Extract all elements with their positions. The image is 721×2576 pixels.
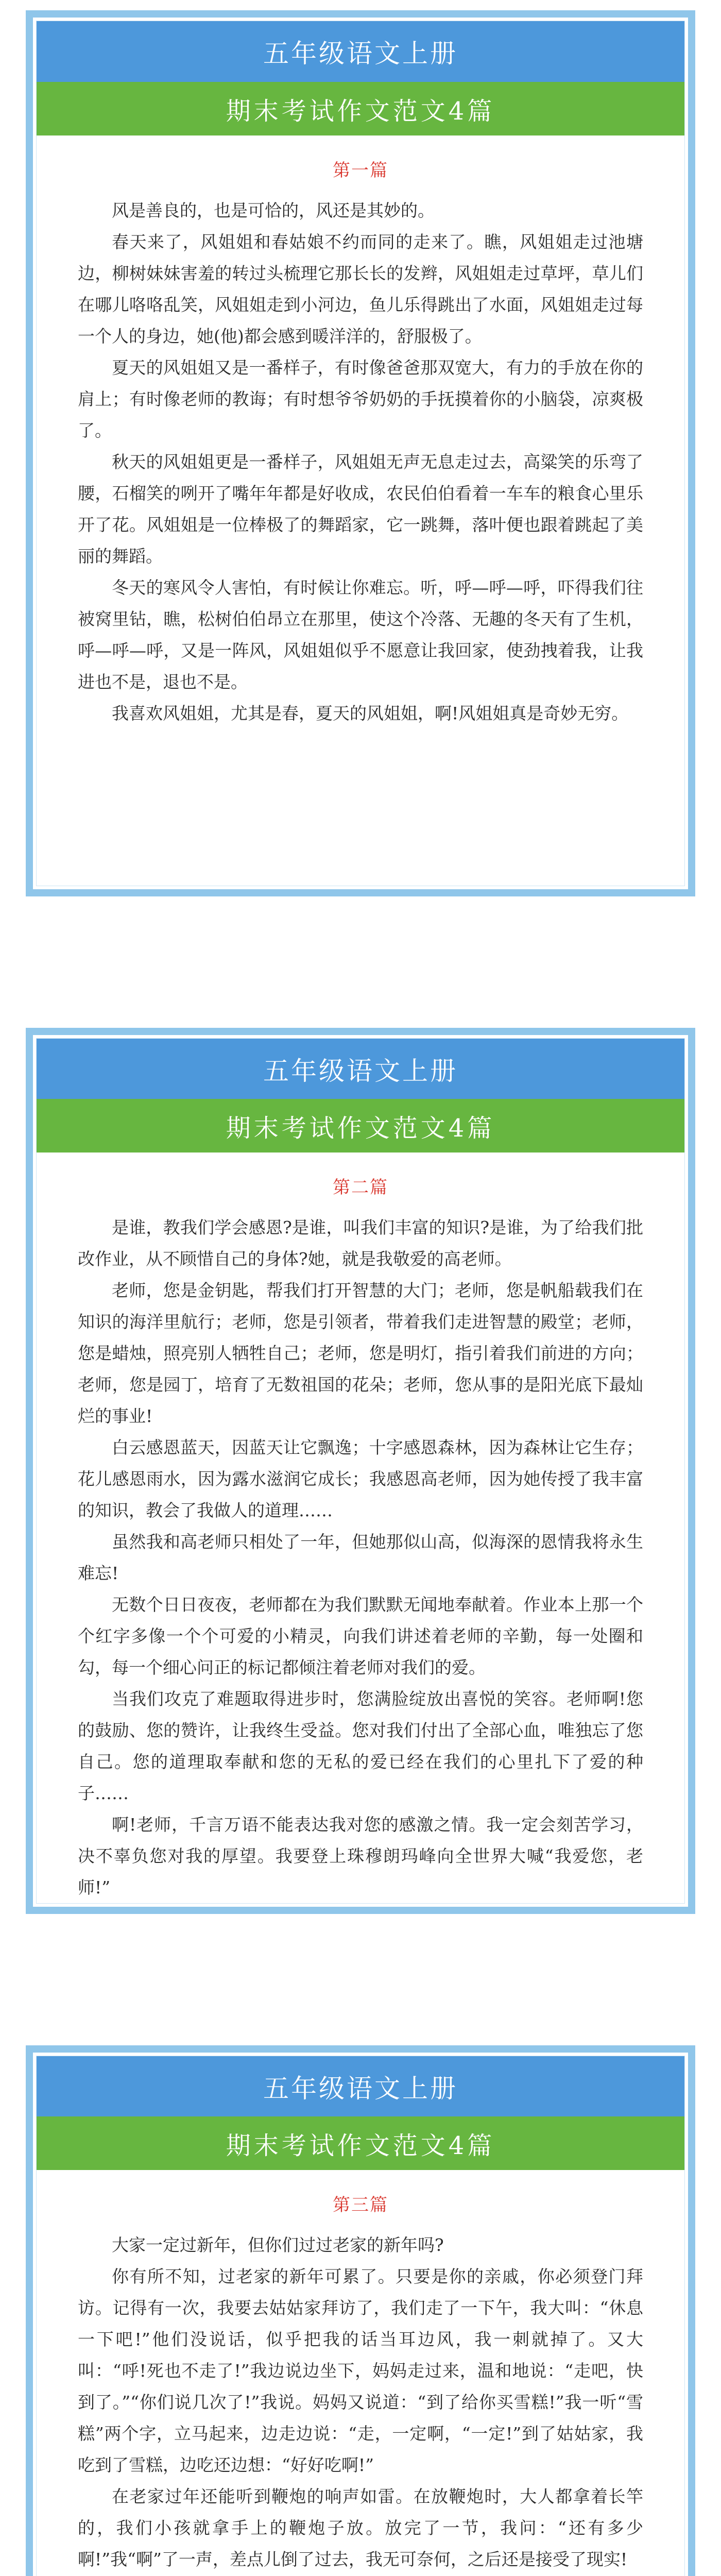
paragraph: 在老家过年还能听到鞭炮的响声如雷。在放鞭炮时，大人都拿着长竿的，我们小孩就拿手上的鞭炮子放。放完了一节，我问：“还有多少啊!”我“啊”了一声，差点儿倒了过去，我无可奈何，之后还是接受了现实! bbox=[78, 2486, 643, 2569]
essay-body bbox=[37, 195, 684, 886]
page-subtitle: 期末考试作文范文4篇 bbox=[37, 82, 684, 135]
chapter-heading: 第三篇 bbox=[333, 2195, 388, 2215]
chapter-heading: 第一篇 bbox=[333, 160, 388, 181]
page-subtitle: 期末考试作文范文4篇 bbox=[37, 2116, 684, 2170]
paragraph: 春天来了，风姐姐和春姑娘不约而同的走来了。瞧，风姐姐走过池塘边，柳树妹妹害羞的转过头梳理它那长长的发辫，风姐姐走过草坪，草儿们在哪儿咯咯乱笑，风姐姐走到小河边，鱼儿乐得跳出了水面，风姐姐走过每一个人的身边，她(他)都会感到暖洋洋的，舒服极了。 bbox=[78, 232, 643, 346]
page-frame bbox=[36, 2056, 685, 2576]
paragraph: 秋天的风姐姐更是一番样子，风姐姐无声无息走过去，高粱笑的乐弯了腰，石榴笑的咧开了嘴年年都是好收成，农民伯伯看着一车车的粮食心里乐开了花。风姐姐是一位棒极了的舞蹈家，它一跳舞，落叶便也跟着跳起了美丽的舞蹈。 bbox=[78, 452, 643, 566]
page-subtitle: 期末考试作文范文4篇 bbox=[37, 1099, 684, 1153]
paragraph: 白云感恩蓝天，因蓝天让它飘逸；十字感恩森林，因为森林让它生存；花儿感恩雨水，因为露水滋润它成长；我感恩高老师，因为她传授了我丰富的知识，教会了我做人的道理…… bbox=[78, 1437, 643, 1520]
paragraph: 风是善良的，也是可恰的，风还是其妙的。 bbox=[112, 200, 435, 221]
page-title: 五年级语文上册 bbox=[37, 2056, 684, 2116]
paragraph: 冬天的寒风令人害怕，有时候让你难忘。听，呼—呼—呼，吓得我们往被窝里钻，瞧，松树伯伯昂立在那里，使这个冷落、无趣的冬天有了生机，呼—呼—呼，又是一阵风，风姐姐似乎不愿意让我回家，使劲拽着我，让我进也不是，退也不是。 bbox=[78, 578, 643, 692]
paragraph: 虽然我和高老师只相处了一年，但她那似山高，似海深的恩情我将永生难忘! bbox=[78, 1532, 643, 1583]
page-frame bbox=[36, 1038, 685, 1904]
paragraph: 当我们攻克了难题取得进步时，您满脸绽放出喜悦的笑容。老师啊!您的鼓励、您的赞许，让我终生受益。您对我们付出了全部心血，唯独忘了您自己。您的道理取奉献和您的无私的爱已经在我们的心里扎下了爱的种子…… bbox=[78, 1689, 643, 1803]
paragraph: 是谁，教我们学会感恩?是谁，叫我们丰富的知识?是谁，为了给我们批改作业，从不顾惜自己的身体?她，就是我敬爱的高老师。 bbox=[78, 1217, 643, 1269]
page-title: 五年级语文上册 bbox=[37, 21, 684, 82]
chapter-heading: 第二篇 bbox=[333, 1177, 388, 1198]
essay-body bbox=[37, 1212, 684, 1903]
paragraph: 啊!老师，千言万语不能表达我对您的感激之情。我一定会刻苦学习，决不辜负您对我的厚望。我要登上珠穆朗玛峰向全世界大喊“我爱您，老师!” bbox=[78, 1815, 643, 1897]
paragraph: 我喜欢风姐姐，尤其是春，夏天的风姐姐，啊!风姐姐真是奇妙无穷。 bbox=[112, 703, 629, 723]
essay-page-3 bbox=[26, 2045, 695, 2576]
paragraph: 大家一定过新年，但你们过过老家的新年吗? bbox=[112, 2235, 444, 2255]
page-frame bbox=[36, 21, 685, 886]
essay-body bbox=[37, 2229, 684, 2576]
paragraph: 你有所不知，过老家的新年可累了。只要是你的亲戚，你必须登门拜访。记得有一次，我要去姑姑家拜访了，我们走了一下午，我大叫：“休息一下吧!”他们没说话，似乎把我的话当耳边风，我一刺就掉了。又大叫：“呼!死也不走了!”我边说边坐下，妈妈走过来，温和地说：“走吧，快到了。”“你们说几次了!”我说。妈妈又说道：“到了给你买雪糕!”我一听“雪糕”两个字，立马起来，边走边说：“走，一定啊，“一定!”到了姑姑家，我吃到了雪糕，边吃还边想：“好好吃啊!” bbox=[78, 2266, 643, 2475]
essay-page-2 bbox=[26, 1028, 695, 1914]
essay-page-1 bbox=[26, 10, 695, 896]
page-title: 五年级语文上册 bbox=[37, 1039, 684, 1099]
paragraph: 无数个日日夜夜，老师都在为我们默默无闻地奉献着。作业本上那一个个红字多像一个个可爱的小精灵，向我们讲述着老师的辛勤，每一处圈和勾，每一个细心问正的标记都倾注着老师对我们的爱。 bbox=[78, 1595, 643, 1677]
paragraph: 老师，您是金钥匙，帮我们打开智慧的大门；老师，您是帆船载我们在知识的海洋里航行；老师，您是引领者，带着我们走进智慧的殿堂；老师，您是蜡烛，照亮别人牺牲自己；老师，您是明灯，指引着我们前进的方向；老师，您是园丁，培育了无数祖国的花朵；老师，您从事的是阳光底下最灿烂的事业! bbox=[78, 1280, 643, 1426]
paragraph: 夏天的风姐姐又是一番样子，有时像爸爸那双宽大，有力的手放在你的肩上；有时像老师的教诲；有时想爷爷奶奶的手抚摸着你的小脑袋，凉爽极了。 bbox=[78, 358, 643, 440]
